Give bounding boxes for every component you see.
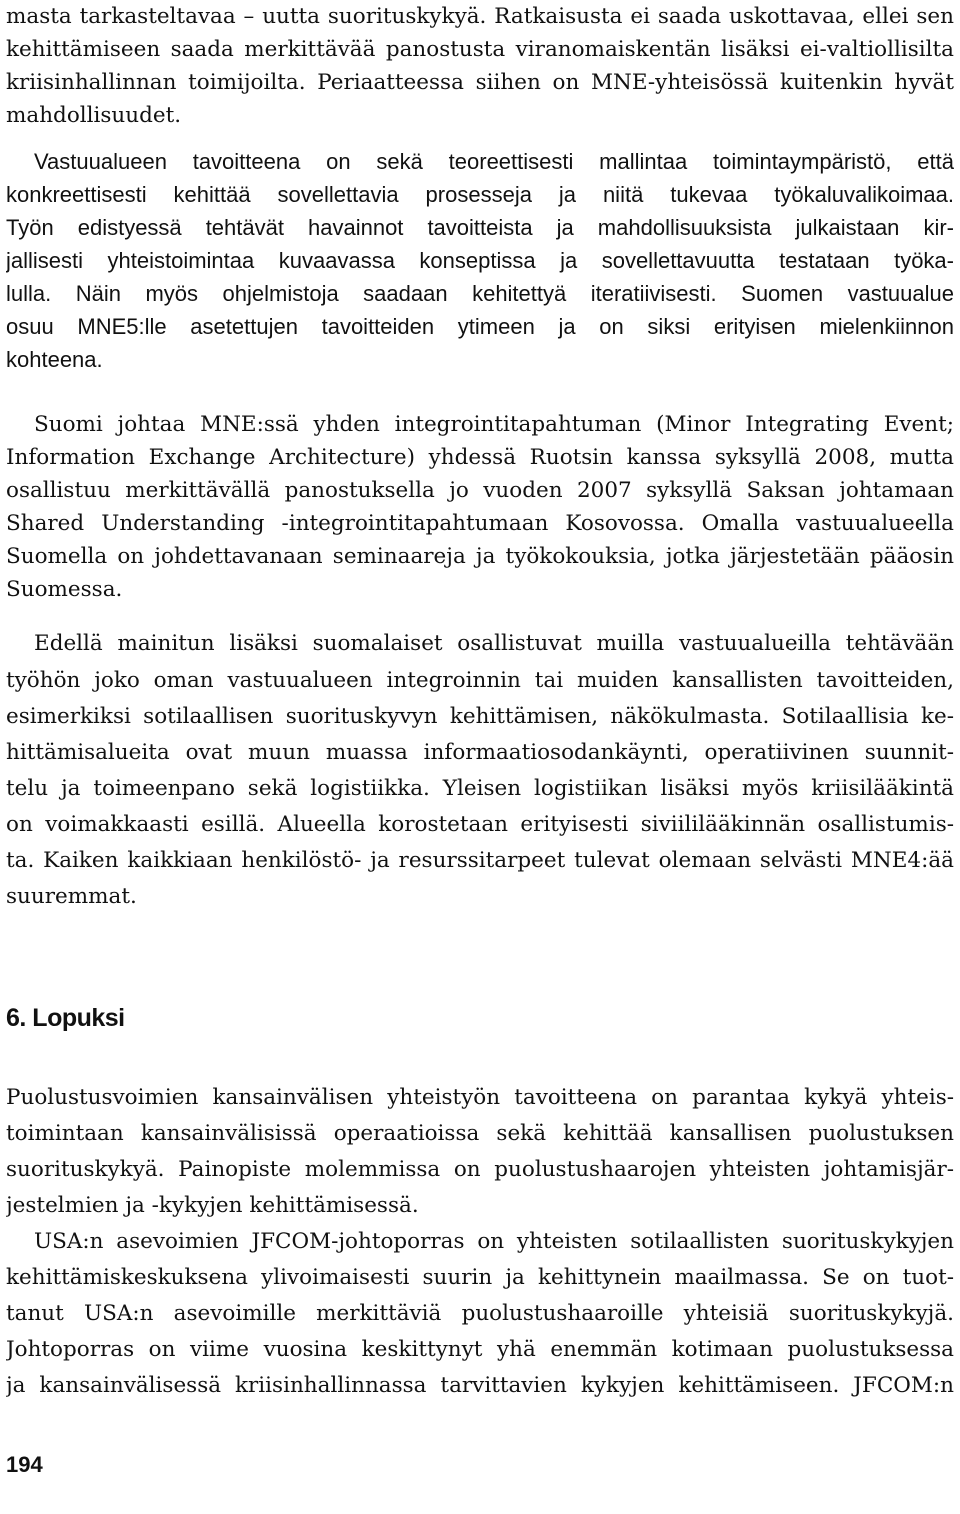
text-line: jallisesti yhteistoimintaa kuvaavassa konseptissa ja sovellettavuutta testataan työka- <box>6 248 954 273</box>
text-line: lulla. Näin myös ohjelmistoja saadaan kehitettyä iteratiivisesti. Suomen vastuualue <box>6 281 954 306</box>
paragraph-3 <box>6 441 954 606</box>
text-line: Suomella on johdettavanaan seminaareja ja työkokouksia, jotka järjestetään pääosin <box>6 544 954 569</box>
page-number: 194 <box>6 1452 43 1477</box>
text-line: mahdollisuudet. <box>6 103 182 128</box>
text-line: esimerkiksi sotilaallisen suorituskyvyn kehittämisen, näkökulmasta. Sotilaallisia ke- <box>6 704 954 729</box>
paragraph-1 <box>6 0 954 132</box>
text-line: ja kansainvälisessä kriisinhallinnassa tarvittavien kykyjen kehittämiseen. JFCOM:n <box>6 1373 954 1398</box>
text-line: tanut USA:n asevoimille merkittäviä puolustushaaroille yhteisiä suorituskykyjä. <box>6 1301 954 1326</box>
text-line: jestelmien ja -kykyjen kehittämisessä. <box>6 1193 419 1218</box>
section-heading: 6. Lopuksi <box>6 1004 125 1032</box>
text-line: Information Exchange Architecture) yhdessä Ruotsin kanssa syksyllä 2008, mutta <box>6 445 954 470</box>
text-line: konkreettisesti kehittää sovellettavia prosesseja ja niitä tukevaa työkaluvalikoimaa. <box>6 182 954 207</box>
text-line: Suomessa. <box>6 577 123 602</box>
text-line: toimintaan kansainvälisissä operaatioissa sekä kehittää kansallisen puolustuksen <box>6 1121 954 1146</box>
text-line: hittämisalueita ovat muun muassa informaatiosodankäynti, operatiivinen suunnit- <box>6 740 954 765</box>
text-line: kehittämiseen saada merkittävää panostusta viranomaiskentän lisäksi ei-valtiollisilta <box>6 37 954 62</box>
paragraph-2 <box>6 178 954 376</box>
paragraph-5 <box>6 1080 954 1224</box>
paragraph-2-first <box>34 145 954 178</box>
paragraph-4-first <box>34 627 954 660</box>
text-line: kohteena. <box>6 347 103 372</box>
text-line: Johtoporras on viime vuosina keskittynyt yhä enemmän kotimaan puolustuksessa <box>6 1337 954 1362</box>
text-line: Puolustusvoimien kansainvälisen yhteistyön tavoitteena on parantaa kykyä yhteis- <box>6 1085 954 1110</box>
paragraph-6-first <box>34 1224 954 1260</box>
text-line: osallistuu merkittävällä panostuksella jo vuoden 2007 syksyllä Saksan johtamaan <box>6 478 954 503</box>
text-line: Vastuualueen tavoitteena on sekä teoreettisesti mallintaa toimintaympäristö, että <box>34 149 954 174</box>
paragraph-3-first <box>34 408 954 441</box>
text-line: telu ja toimeenpano sekä logistiikka. Yleisen logistiikan lisäksi myös kriisilääkintä <box>6 776 954 801</box>
text-line: suorituskykyä. Painopiste molemmissa on puolustushaarojen yhteisten johtamisjär- <box>6 1157 954 1182</box>
paragraph-6 <box>6 1260 954 1404</box>
text-line: kriisinhallinnan toimijoilta. Periaatteessa siihen on MNE-yhteisössä kuitenkin hyvät <box>6 70 954 95</box>
text-line: Edellä mainitun lisäksi suomalaiset osallistuvat muilla vastuualueilla tehtävään <box>34 631 954 656</box>
text-line: ta. Kaiken kaikkiaan henkilöstö- ja resurssitarpeet tulevat olemaan selvästi MNE4:ää <box>6 848 954 873</box>
text-line: Suomi johtaa MNE:ssä yhden integrointitapahtuman (Minor Integrating Event; <box>34 412 954 437</box>
text-line: kehittämiskeskuksena ylivoimaisesti suurin ja kehittynein maailmassa. Se on tuot- <box>6 1265 954 1290</box>
text-line: masta tarkasteltavaa – uutta suorituskykyä. Ratkaisusta ei saada uskottavaa, ellei sen <box>6 4 954 29</box>
text-line: suuremmat. <box>6 884 137 909</box>
paragraph-4 <box>6 663 954 915</box>
text-line: USA:n asevoimien JFCOM-johtoporras on yhteisten sotilaallisten suorituskykyjen <box>34 1229 954 1254</box>
text-line: Työn edistyessä tehtävät havainnot tavoitteista ja mahdollisuuksista julkaistaan kir- <box>6 215 954 240</box>
text-line: on voimakkaasti esillä. Alueella korostetaan erityisesti siviililääkinnän osallistumis- <box>6 812 954 837</box>
text-line: Shared Understanding -integrointitapahtumaan Kosovossa. Omalla vastuualueella <box>6 511 954 536</box>
text-line: osuu MNE5:lle asetettujen tavoitteiden ytimeen ja on siksi erityisen mielenkiinnon <box>6 314 954 339</box>
text-line: työhön joko oman vastuualueen integroinnin tai muiden kansallisten tavoitteiden, <box>6 668 954 693</box>
